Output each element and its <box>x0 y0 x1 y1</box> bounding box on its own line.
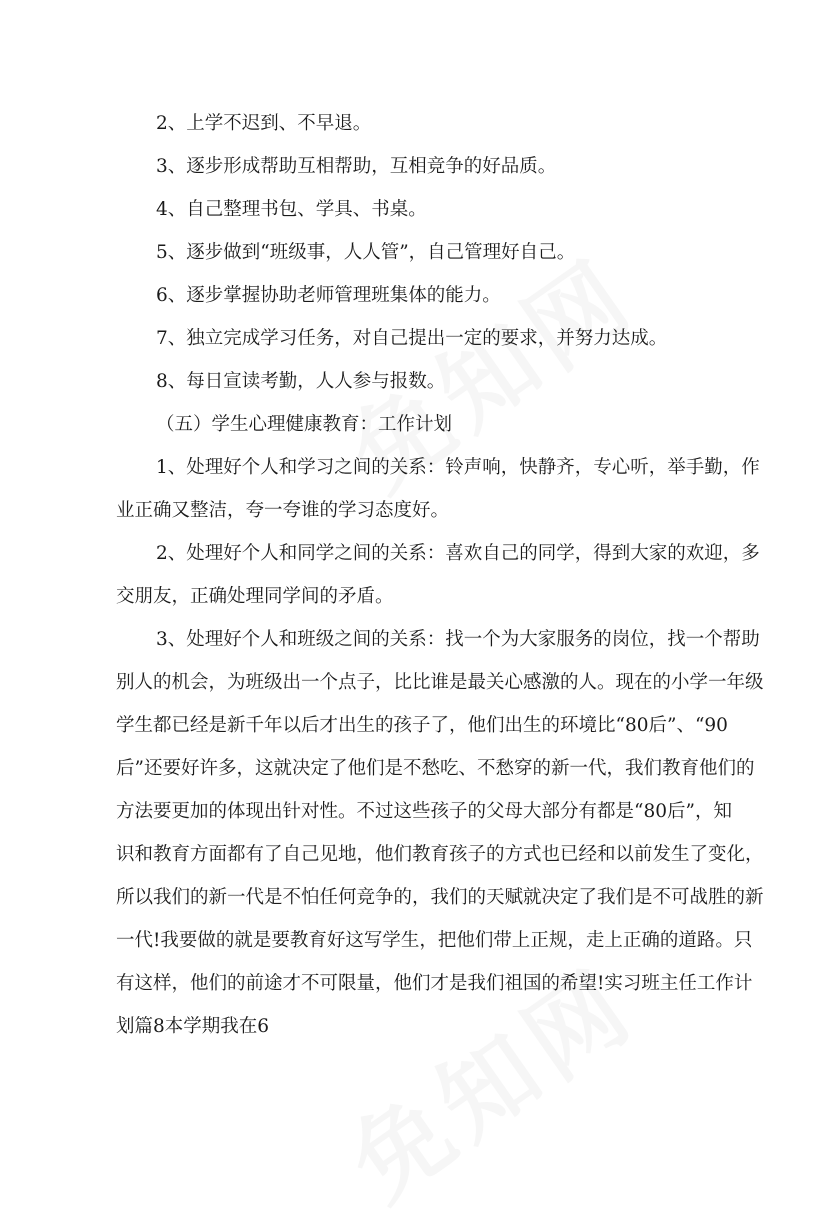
list-item: 4、自己整理书包、学具、书桌。 <box>156 199 427 220</box>
list-item: 8、每日宣读考勤，人人参与报数。 <box>156 371 446 392</box>
list-item: 7、独立完成学习任务，对自己提出一定的要求，并努力达成。 <box>156 328 668 349</box>
paragraph-line: 方法要更加的体现出针对性。不过这些孩子的父母大部分有都是“80后”，知 <box>116 801 732 822</box>
paragraph-line: 有这样，他们的前途才不可限量，他们才是我们祖国的希望!实习班主任工作计 <box>116 973 753 994</box>
list-item: 2、上学不迟到、不早退。 <box>156 113 372 134</box>
paragraph-line: 学生都已经是新千年以后才出生的孩子了，他们出生的环境比“80后”、“90 <box>116 715 728 736</box>
list-item: 3、逐步形成帮助互相帮助，互相竞争的好品质。 <box>156 156 557 177</box>
paragraph-line: 识和教育方面都有了自己见地，他们教育孩子的方式也已经和以前发生了变化， <box>116 844 764 865</box>
paragraph-class-relationship <box>116 618 764 1048</box>
list-item: 6、逐步掌握协助老师管理班集体的能力。 <box>156 285 501 306</box>
paragraph-line: 后”还要好许多，这就决定了他们是不愁吃、不愁穿的新一代，我们教育他们的 <box>116 758 755 779</box>
paragraph-line: 所以我们的新一代是不怕任何竞争的，我们的天赋就决定了我们是不可战胜的新 <box>116 887 764 908</box>
section-heading: （五）学生心理健康教育：工作计划 <box>156 414 453 435</box>
document-page <box>116 102 764 1048</box>
paragraph-line: 别人的机会，为班级出一个点子，比比谁是最关心感激的人。现在的小学一年级 <box>116 672 764 693</box>
paragraph-line: 一代!我要做的就是要教育好这写学生，把他们带上正规，走上正确的道路。只 <box>116 930 753 951</box>
paragraph-line: 2、处理好个人和同学之间的关系：喜欢自己的同学，得到大家的欢迎，多 <box>156 543 760 564</box>
paragraph-line: 交朋友，正确处理同学间的矛盾。 <box>116 586 394 607</box>
paragraph-line: 1、处理好个人和学习之间的关系：铃声响，快静齐，专心听，举手勤，作 <box>156 457 760 478</box>
paragraph-line: 划篇8本学期我在6 <box>116 1016 270 1037</box>
paragraph-line: 3、处理好个人和班级之间的关系：找一个为大家服务的岗位，找一个帮助 <box>156 629 760 650</box>
paragraph-classmate-relationship <box>116 532 760 618</box>
paragraph-study-relationship <box>116 446 760 532</box>
paragraph-line: 业正确又整洁，夸一夸谁的学习态度好。 <box>116 500 450 521</box>
list-item: 5、逐步做到“班级事，人人管”，自己管理好自己。 <box>156 242 576 263</box>
